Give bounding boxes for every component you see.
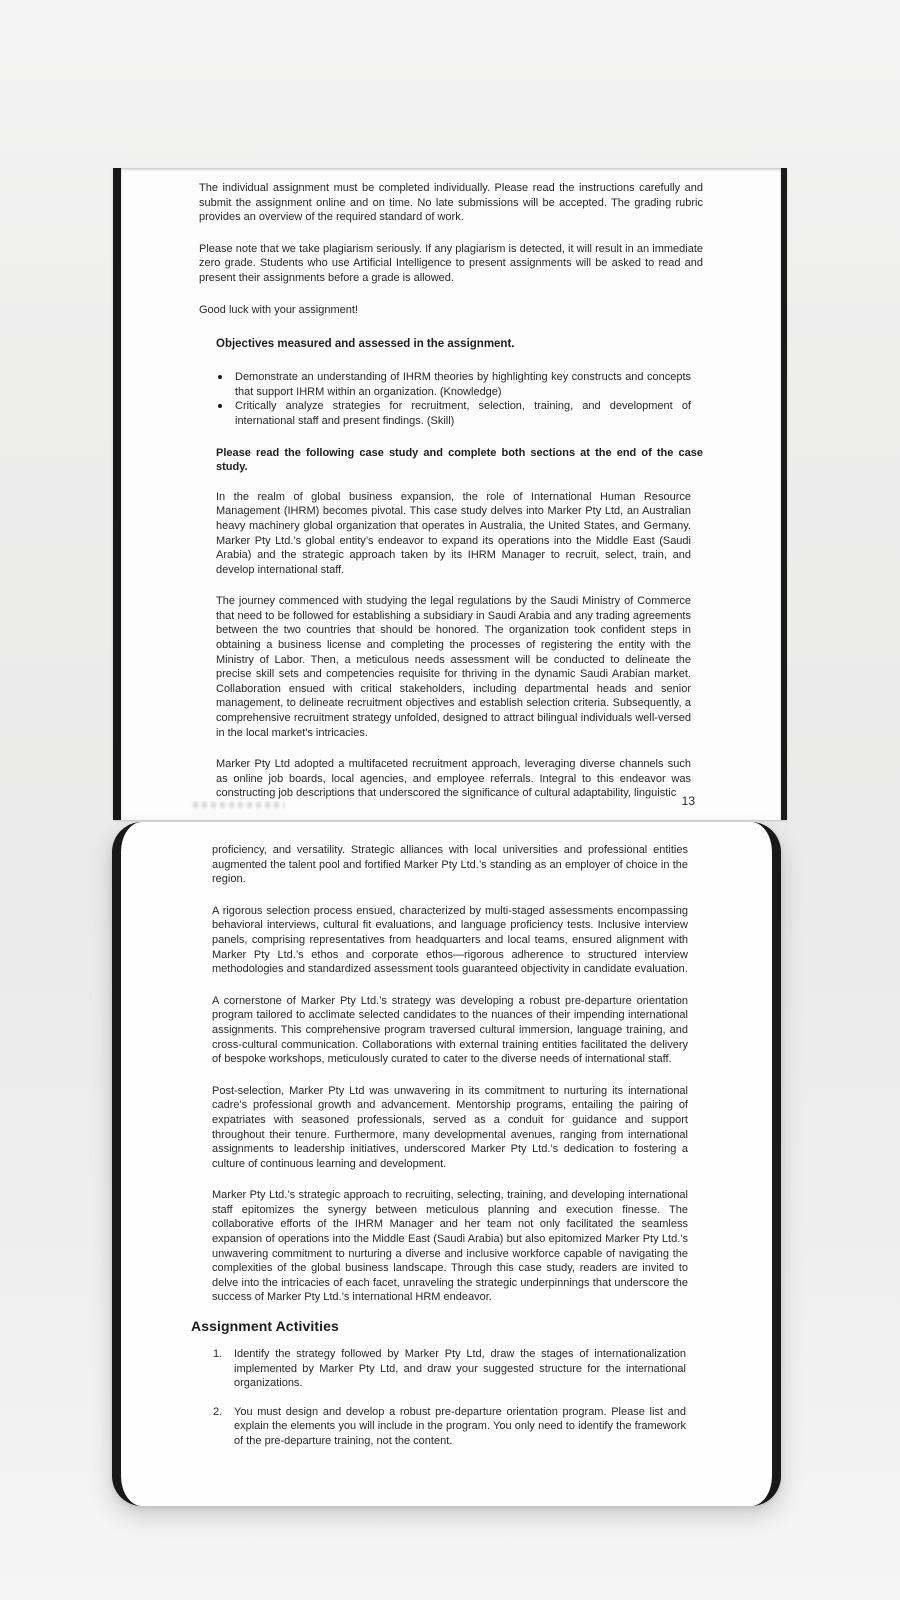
intro-paragraph: Please note that we take plagiarism seriously. If any plagiarism is detected, it will result in an immediate zero grade. Students who use Artificial Intelligence to present assignments will be asked to read and present their assignments before a grade is allowed.: [199, 242, 703, 284]
case-paragraph: In the realm of global business expansion, the role of International Human Resource Management (IHRM) becomes pivotal. This case study delves into Marker Pty Ltd, an Australian heavy machinery global organization that operates in Australia, the United States, and Germany. Marker Pty Ltd.’s global entity’s endeavor to expand its operations into the Middle East (Saudi Arabia) and the strategic approach taken by its IHRM Manager to recruit, select, train, and develop international staff.: [216, 490, 691, 576]
case-paragraph: The journey commenced with studying the legal regulations by the Saudi Ministry of Commerce that need to be followed for establishing a subsidiary in Saudi Arabia and any trading agreements between the two countries that should be honored. The organization took confident steps in obtaining a business license and completing the processes of registering the entity with the Ministry of Labor. Then, a meticulous needs assessment will be conducted to delineate the precise skill sets and competencies requisite for thriving in the dynamic Saudi Arabian market. Collaboration ensued with critical stakeholders, including departmental heads and senior management, to delineate recruitment objectives and establish selection criteria. Subsequently, a comprehensive recruitment strategy unfolded, designed to attract bilingual individuals well-versed in the local market's intricacies.: [216, 595, 691, 739]
page-13-content: [121, 168, 781, 820]
activities-heading: Assignment Activities: [191, 1318, 339, 1335]
activities-list: [213, 1347, 686, 1449]
page-14: [112, 822, 781, 1506]
objective-text: Critically analyze strategies for recruitment, selection, training, and development of international staff and present findings. (Skill): [235, 400, 691, 427]
activity-text: Identify the strategy followed by Marker Pty Ltd, draw the stages of internationalization implemented by Marker Pty Ltd, and draw your suggested structure for the international organizations.: [234, 1348, 686, 1390]
case-paragraph: Marker Pty Ltd.’s strategic approach to recruiting, selecting, training, and developing international staff epitomizes the synergy between meticulous planning and execution finesse. The collaborative efforts of the IHRM Manager and her team not only facilitated the seamless expansion of operations into the Middle East (Saudi Arabia) but also epitomized Marker Pty Ltd.’s unwavering commitment to nurturing a diverse and inclusive workforce capable of navigating the complexities of the global business landscape. Through this case study, readers are invited to delve into the intricacies of each facet, unraveling the strategic underpinnings that underscore the success of Marker Pty Ltd.’s international HRM endeavor.: [212, 1189, 688, 1304]
objectives-heading: Objectives measured and assessed in the assignment.: [216, 338, 515, 351]
goodluck-line: Good luck with your assignment!: [199, 303, 358, 316]
activity-text: You must design and develop a robust pre-departure orientation program. Please list and explain the elements you will include in the program. You only need to identify the framework of the pre-departure training, not the content.: [234, 1405, 686, 1447]
bullet-icon: [218, 404, 222, 408]
activity-number: 2.: [213, 1405, 223, 1418]
intro-paragraph: The individual assignment must be completed individually. Please read the instructions carefully and submit the assignment online and on time. No late submissions will be accepted. The grading rubric provides an overview of the required standard of work.: [199, 182, 703, 224]
illegible-footer-smudge: [193, 802, 285, 808]
bullet-icon: [218, 375, 222, 379]
page-number: 13: [681, 794, 695, 808]
activity-number: 1.: [213, 1348, 223, 1361]
objectives-list: [218, 370, 691, 428]
case-paragraph: A cornerstone of Marker Pty Ltd.’s strategy was developing a robust pre-departure orientation program tailored to acclimate selected candidates to the nuances of their impending international assignments. This comprehensive program traversed cultural immersion, language training, and cross-cultural communication. Collaborations with external training entities facilitated the delivery of bespoke workshops, meticulously curated to cater to the diverse needs of international staff.: [212, 994, 688, 1066]
case-paragraph: Marker Pty Ltd adopted a multifaceted recruitment approach, leveraging diverse channels such as online job boards, local agencies, and employee referrals. Integral to this endeavor was constructing job descriptions that underscored the significance of cultural adaptability, linguistic: [216, 758, 691, 800]
case-paragraph: proficiency, and versatility. Strategic alliances with local universities and professional entities augmented the talent pool and fortified Marker Pty Ltd.’s standing as an employer of choice in the region.: [212, 844, 688, 886]
case-study-instruction: Please read the following case study and complete both sections at the end of the case study.: [216, 446, 703, 474]
page-13: [113, 168, 787, 820]
objective-item: [218, 399, 691, 428]
activity-item: [213, 1347, 686, 1391]
case-paragraph: Post-selection, Marker Pty Ltd was unwavering in its commitment to nurturing its international cadre's professional growth and advancement. Mentorship programs, entailing the pairing of expatriates with seasoned professionals, served as a conduit for guidance and support throughout their tenure. Furthermore, many developmental avenues, ranging from international assignments to leadership initiatives, underscored Marker Pty Ltd.’s dedication to fostering a culture of continuous learning and development.: [212, 1084, 688, 1170]
activity-item: [213, 1405, 686, 1449]
page-14-content: [121, 822, 772, 1506]
objective-item: [218, 370, 691, 399]
objective-text: Demonstrate an understanding of IHRM theories by highlighting key constructs and concepts that support IHRM within an organization. (Knowledge): [235, 371, 691, 398]
case-paragraph: A rigorous selection process ensued, characterized by multi-staged assessments encompassing behavioral interviews, cultural fit evaluations, and language proficiency tests. Inclusive interview panels, comprising representatives from headquarters and local teams, ensured alignment with Marker Pty Ltd.’s ethos and corporate ethos—rigorous adherence to structured interview methodologies and standardized assessment tools guaranteed objectivity in candidate evaluation.: [212, 904, 688, 976]
